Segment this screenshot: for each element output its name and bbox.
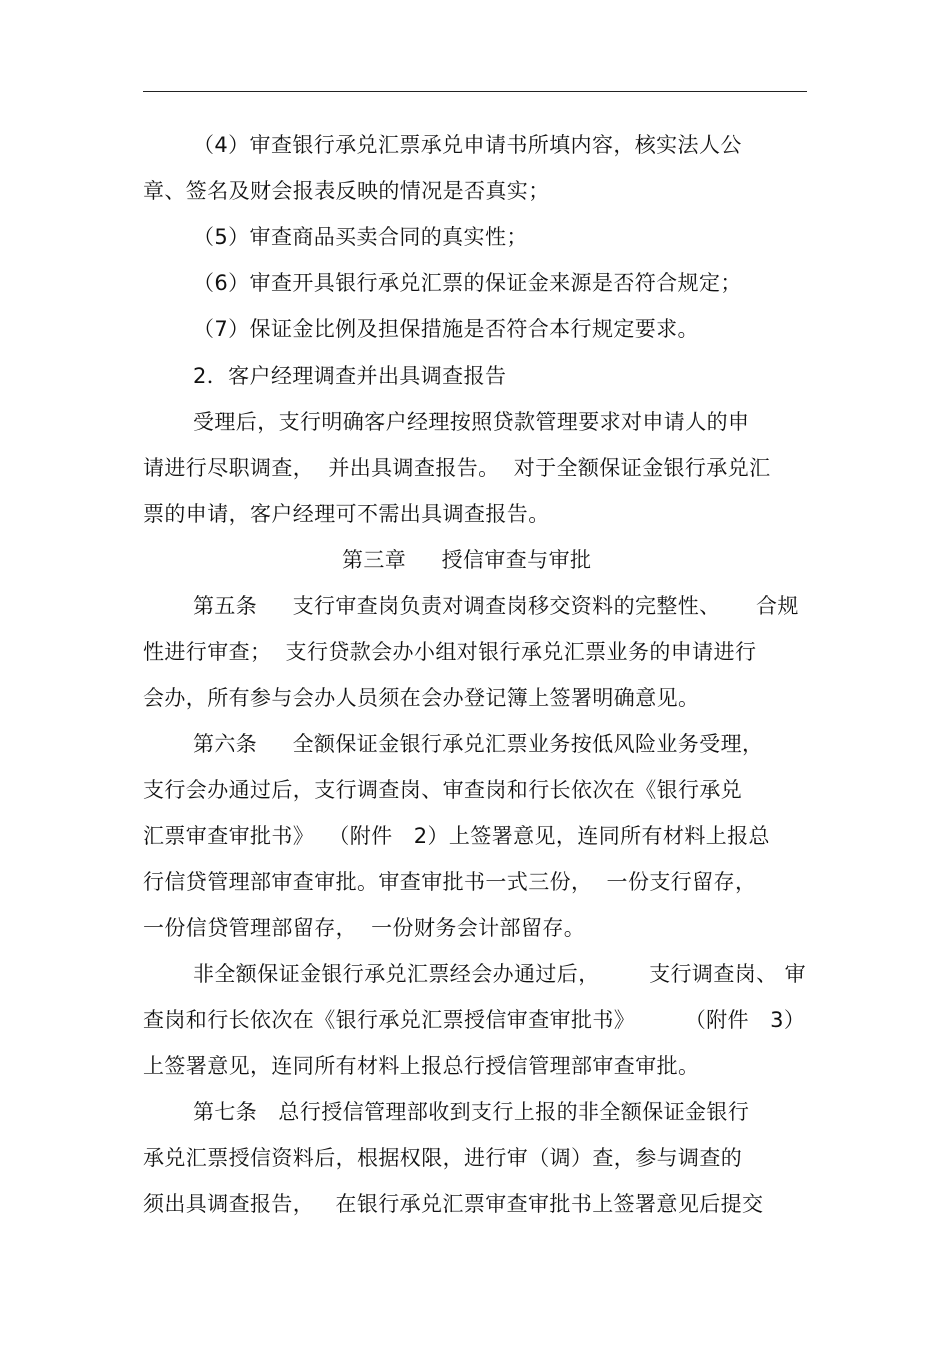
paragraph-line: 汇票审查审批书》 （附件 2）上签署意见，连同所有材料上报总 [143,824,770,848]
paragraph-line: 会办，所有参与会办人员须在会办登记簿上签署明确意见。 [143,686,700,710]
section-heading: 2．客户经理调查并出具调查报告 [193,364,507,388]
chapter-title: 第三章 授信审查与审批 [342,548,592,572]
paragraph-line: 上签署意见，连同所有材料上报总行授信管理部审查审批。 [143,1054,700,1078]
paragraph-line: 查岗和行长依次在《银行承兑汇票授信审查审批书》 （附件 3） [143,1008,806,1032]
paragraph-line: 第七条 总行授信管理部收到支行上报的非全额保证金银行 [193,1100,750,1124]
paragraph-line: 第六条 全额保证金银行承兑汇票业务按低风险业务受理， [193,732,764,756]
header-rule [143,91,807,92]
paragraph-line: 第五条 支行审查岗负责对调查岗移交资料的完整性、 合规 [193,594,799,618]
paragraph-line: 受理后，支行明确客户经理按照贷款管理要求对申请人的申 [193,410,750,434]
paragraph-line: 章、签名及财会报表反映的情况是否真实； [143,179,550,203]
paragraph-line: （5）审查商品买卖合同的真实性； [193,225,528,249]
paragraph-line: （7）保证金比例及担保措施是否符合本行规定要求。 [193,317,699,341]
paragraph-line: （4）审查银行承兑汇票承兑申请书所填内容，核实法人公 [193,133,742,157]
paragraph-line: 票的申请，客户经理可不需出具调查报告。 [143,502,550,526]
paragraph-line: 性进行审查； 支行贷款会办小组对银行承兑汇票业务的申请进行 [143,640,757,664]
paragraph-line: 行信贷管理部审查审批。审查审批书一式三份， 一份支行留存， [143,870,757,894]
paragraph-line: 承兑汇票授信资料后，根据权限，进行审（调）查，参与调查的 [143,1146,743,1170]
paragraph-line: 须出具调查报告， 在银行承兑汇票审查审批书上签署意见后提交 [143,1192,764,1216]
paragraph-line: 支行会办通过后，支行调查岗、审查岗和行长依次在《银行承兑 [143,778,743,802]
paragraph-line: 非全额保证金银行承兑汇票经会办通过后， 支行调查岗、 审 [193,962,806,986]
paragraph-line: 一份信贷管理部留存， 一份财务会计部留存。 [143,916,586,940]
paragraph-line: 请进行尽职调查， 并出具调查报告。 对于全额保证金银行承兑汇 [143,456,771,480]
paragraph-line: （6）审查开具银行承兑汇票的保证金来源是否符合规定； [193,271,742,295]
